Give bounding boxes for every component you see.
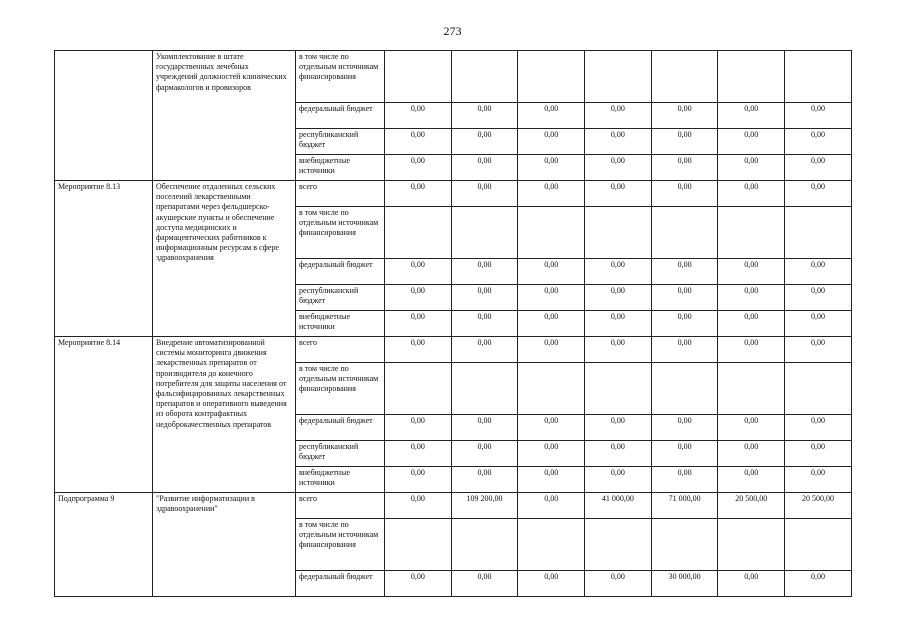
amount-cell: 0,00 <box>651 103 718 129</box>
amount-cell: 0,00 <box>651 311 718 337</box>
amount-cell: 0,00 <box>451 415 518 441</box>
amount-cell: 0,00 <box>718 311 785 337</box>
amount-cell: 0,00 <box>718 571 785 597</box>
amount-cell: 0,00 <box>785 571 852 597</box>
amount-cell: 0,00 <box>785 181 852 207</box>
amount-cell <box>385 519 452 571</box>
amount-cell: 0,00 <box>451 285 518 311</box>
amount-cell: 0,00 <box>718 285 785 311</box>
amount-cell: 20 500,00 <box>718 493 785 519</box>
funding-source: в том числе по отдельным источникам финансирования <box>296 207 385 259</box>
amount-cell: 0,00 <box>518 285 585 311</box>
page-number: 273 <box>443 24 462 38</box>
amount-cell: 0,00 <box>385 467 452 493</box>
amount-cell <box>585 363 652 415</box>
amount-cell <box>785 519 852 571</box>
table-row <box>55 493 852 519</box>
amount-cell <box>785 207 852 259</box>
amount-cell: 41 000,00 <box>585 493 652 519</box>
amount-cell: 0,00 <box>585 129 652 155</box>
amount-cell: 0,00 <box>585 311 652 337</box>
table-row <box>55 181 852 207</box>
amount-cell: 0,00 <box>451 129 518 155</box>
amount-cell: 0,00 <box>451 441 518 467</box>
amount-cell: 0,00 <box>451 259 518 285</box>
amount-cell: 0,00 <box>451 103 518 129</box>
amount-cell: 0,00 <box>651 181 718 207</box>
amount-cell: 0,00 <box>718 337 785 363</box>
funding-source: федеральный бюджет <box>296 103 385 129</box>
amount-cell: 0,00 <box>651 129 718 155</box>
amount-cell: 0,00 <box>385 415 452 441</box>
amount-cell: 0,00 <box>385 571 452 597</box>
amount-cell: 0,00 <box>385 259 452 285</box>
amount-cell: 0,00 <box>518 155 585 181</box>
amount-cell: 0,00 <box>718 181 785 207</box>
amount-cell: 0,00 <box>718 259 785 285</box>
amount-cell: 0,00 <box>385 311 452 337</box>
amount-cell: 0,00 <box>585 337 652 363</box>
amount-cell: 0,00 <box>385 285 452 311</box>
activity-name: Внедрение автоматизированной системы мониторинга движения лекарственных препаратов от производителя до конечного потребителя для защиты населения от фальсифицированных лекарственных препаратов и оперативного выведения из оборота контрафактных недоброкачественных препаратов <box>153 337 296 493</box>
amount-cell: 0,00 <box>585 155 652 181</box>
funding-source: республиканский бюджет <box>296 285 385 311</box>
amount-cell: 0,00 <box>785 467 852 493</box>
budget-table-body <box>55 51 852 597</box>
amount-cell: 0,00 <box>785 259 852 285</box>
amount-cell: 0,00 <box>451 181 518 207</box>
amount-cell: 0,00 <box>718 129 785 155</box>
amount-cell <box>585 207 652 259</box>
amount-cell: 0,00 <box>451 311 518 337</box>
funding-source: республиканский бюджет <box>296 129 385 155</box>
amount-cell: 0,00 <box>518 103 585 129</box>
amount-cell: 71 000,00 <box>651 493 718 519</box>
budget-table <box>54 50 852 597</box>
amount-cell: 0,00 <box>651 337 718 363</box>
activity-code: Мероприятие 8.13 <box>55 181 153 337</box>
amount-cell: 0,00 <box>785 155 852 181</box>
table-row <box>55 51 852 103</box>
amount-cell: 0,00 <box>785 285 852 311</box>
amount-cell: 0,00 <box>785 103 852 129</box>
amount-cell: 0,00 <box>518 181 585 207</box>
amount-cell <box>718 51 785 103</box>
amount-cell: 0,00 <box>518 467 585 493</box>
amount-cell <box>451 519 518 571</box>
funding-source: в том числе по отдельным источникам финансирования <box>296 363 385 415</box>
funding-source: внебюджетные источники <box>296 467 385 493</box>
activity-code: Подпрограмма 9 <box>55 493 153 597</box>
amount-cell <box>518 51 585 103</box>
funding-source: внебюджетные источники <box>296 155 385 181</box>
amount-cell: 0,00 <box>718 415 785 441</box>
amount-cell: 0,00 <box>518 441 585 467</box>
amount-cell: 0,00 <box>718 103 785 129</box>
amount-cell <box>651 207 718 259</box>
activity-name: Обеспечение отдаленных сельских поселений лекарственными препаратами через фельдшерско-акушерские пункты и обеспечение доступа медицинских и фармацевтических работников к информационным ресурсам в сфере здравоохранения <box>153 181 296 337</box>
funding-source: федеральный бюджет <box>296 571 385 597</box>
amount-cell: 0,00 <box>518 571 585 597</box>
amount-cell <box>585 51 652 103</box>
amount-cell: 0,00 <box>585 571 652 597</box>
amount-cell: 0,00 <box>451 467 518 493</box>
funding-source: всего <box>296 337 385 363</box>
funding-source: федеральный бюджет <box>296 259 385 285</box>
amount-cell: 0,00 <box>585 285 652 311</box>
amount-cell: 30 000,00 <box>651 571 718 597</box>
amount-cell: 0,00 <box>385 155 452 181</box>
amount-cell: 0,00 <box>785 311 852 337</box>
funding-source: в том числе по отдельным источникам финансирования <box>296 51 385 103</box>
amount-cell: 0,00 <box>518 129 585 155</box>
funding-source: всего <box>296 181 385 207</box>
amount-cell: 0,00 <box>518 493 585 519</box>
amount-cell: 0,00 <box>518 337 585 363</box>
amount-cell <box>451 363 518 415</box>
amount-cell <box>518 363 585 415</box>
amount-cell: 0,00 <box>518 259 585 285</box>
amount-cell <box>451 51 518 103</box>
amount-cell <box>785 51 852 103</box>
amount-cell: 0,00 <box>718 467 785 493</box>
amount-cell <box>385 363 452 415</box>
amount-cell: 0,00 <box>585 415 652 441</box>
amount-cell <box>385 207 452 259</box>
amount-cell: 0,00 <box>718 441 785 467</box>
activity-name: Укомплектование в штате государственных лечебных учреждений должностей клинических фармакологов и провизоров <box>153 51 296 181</box>
amount-cell: 0,00 <box>585 467 652 493</box>
amount-cell: 0,00 <box>451 155 518 181</box>
amount-cell <box>585 519 652 571</box>
activity-code <box>55 51 153 181</box>
amount-cell: 0,00 <box>785 337 852 363</box>
amount-cell: 0,00 <box>651 467 718 493</box>
amount-cell: 109 200,00 <box>451 493 518 519</box>
funding-source: федеральный бюджет <box>296 415 385 441</box>
amount-cell: 0,00 <box>385 441 452 467</box>
amount-cell: 0,00 <box>651 415 718 441</box>
funding-source: внебюджетные источники <box>296 311 385 337</box>
amount-cell <box>518 207 585 259</box>
amount-cell <box>651 519 718 571</box>
amount-cell: 0,00 <box>518 311 585 337</box>
amount-cell <box>785 363 852 415</box>
amount-cell: 0,00 <box>585 441 652 467</box>
amount-cell: 0,00 <box>385 337 452 363</box>
amount-cell: 0,00 <box>785 441 852 467</box>
amount-cell: 20 500,00 <box>785 493 852 519</box>
table-row <box>55 337 852 363</box>
amount-cell: 0,00 <box>385 181 452 207</box>
activity-code: Мероприятие 8.14 <box>55 337 153 493</box>
amount-cell: 0,00 <box>585 103 652 129</box>
amount-cell: 0,00 <box>785 129 852 155</box>
amount-cell <box>518 519 585 571</box>
amount-cell: 0,00 <box>585 259 652 285</box>
amount-cell: 0,00 <box>651 259 718 285</box>
amount-cell: 0,00 <box>451 337 518 363</box>
amount-cell: 0,00 <box>651 155 718 181</box>
amount-cell <box>718 207 785 259</box>
amount-cell: 0,00 <box>451 571 518 597</box>
amount-cell: 0,00 <box>651 285 718 311</box>
amount-cell <box>718 519 785 571</box>
amount-cell: 0,00 <box>518 415 585 441</box>
activity-name: "Развитие информатизации в здравоохранении" <box>153 493 296 597</box>
amount-cell: 0,00 <box>385 129 452 155</box>
amount-cell <box>651 51 718 103</box>
amount-cell: 0,00 <box>585 181 652 207</box>
amount-cell: 0,00 <box>718 155 785 181</box>
funding-source: республиканский бюджет <box>296 441 385 467</box>
amount-cell <box>451 207 518 259</box>
funding-source: в том числе по отдельным источникам финансирования <box>296 519 385 571</box>
amount-cell <box>651 363 718 415</box>
amount-cell: 0,00 <box>385 493 452 519</box>
amount-cell: 0,00 <box>651 441 718 467</box>
amount-cell <box>718 363 785 415</box>
amount-cell: 0,00 <box>785 415 852 441</box>
amount-cell: 0,00 <box>385 103 452 129</box>
funding-source: всего <box>296 493 385 519</box>
amount-cell <box>385 51 452 103</box>
